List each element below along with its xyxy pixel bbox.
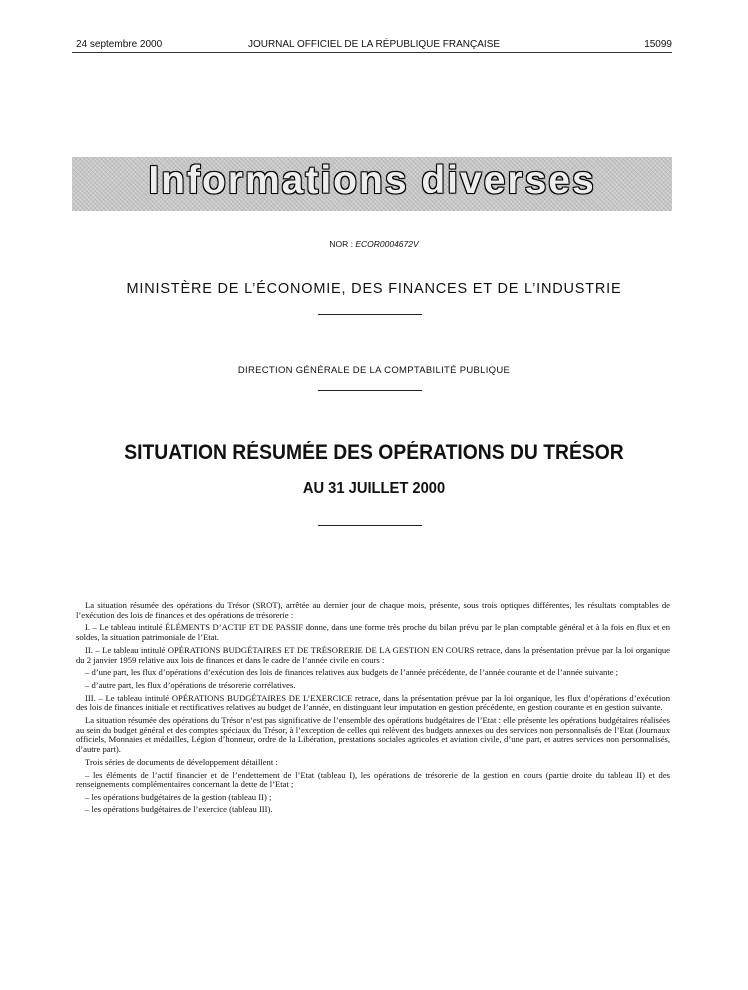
banner-title: Informations diverses	[148, 159, 596, 202]
nor-code: ECOR0004672V	[355, 239, 419, 249]
separator-rule	[318, 314, 422, 315]
body-paragraph: I. – Le tableau intitulé ÉLÉMENTS D’ACTIF ET DE PASSIF donne, dans une forme très proche du bilan prévu par le plan comptable général et à la fois en flux et en soldes, la situation patrimoniale de l’Etat.	[76, 622, 670, 643]
direction-heading: DIRECTION GÉNÉRALE DE LA COMPTABILITÉ PUBLIQUE	[237, 365, 511, 376]
ministry-heading: MINISTÈRE DE L’ÉCONOMIE, DES FINANCES ET DE L’INDUSTRIE	[126, 281, 622, 297]
body-paragraph: – les opérations budgétaires de la gestion (tableau II) ;	[85, 791, 272, 802]
header-date: 24 septembre 2000	[76, 39, 163, 50]
body-paragraph: II. – Le tableau intitulé OPÉRATIONS BUDGÉTAIRES ET DE TRÉSORERIE DE LA GESTION EN COURS retrace, dans la présentation prévue par la loi organique du 2 janvier 1959 relative aux lois de finances et dans le cadre de l’année civile en cours :	[76, 644, 670, 665]
nor-label: NOR :	[329, 239, 353, 249]
body-paragraph: La situation résumée des opérations du Trésor (SROT), arrêtée au dernier jour de chaque mois, présente, sous trois optiques différentes, les résultats comptables de l’exécution des lois de finances et des opérations de trésorerie :	[76, 600, 670, 620]
nor-reference	[0, 239, 748, 249]
body-text	[76, 601, 670, 816]
header-page-number: 15099	[644, 39, 672, 50]
body-paragraph: – les éléments de l’actif financier et de l’endettement de l’Etat (tableau I), les opérations de trésorerie de la gestion en cours (partie droite du tableau II) et des renseignements complémentaires concernant la dette de l’Etat ;	[76, 769, 670, 790]
body-paragraph: – d’une part, les flux d’opérations d’exécution des lois de finances relatives aux budgets de l’année précédente, de l’année courante et de l’année suivante ;	[85, 667, 619, 678]
header-divider	[72, 52, 672, 53]
document-title: SITUATION RÉSUMÉE DES OPÉRATIONS DU TRÉSOR	[124, 441, 624, 464]
separator-rule	[318, 525, 422, 526]
body-paragraph: Trois séries de documents de développement détaillent :	[85, 756, 278, 767]
document-subtitle: AU 31 JUILLET 2000	[302, 480, 446, 497]
body-paragraph: – les opérations budgétaires de l’exercice (tableau III).	[85, 803, 273, 814]
body-paragraph: – d’autre part, les flux d’opérations de trésorerie corrélatives.	[85, 679, 296, 690]
separator-rule	[318, 390, 422, 391]
body-paragraph: III. – Le tableau intitulé OPÉRATIONS BUDGÉTAIRES DE L’EXERCICE retrace, dans la présentation prévue par la loi organique, les flux d’opérations d’exécution des lois de finances initiale et rectificatives relatives au budget de l’année, en distinguant leur imputation en gestion précédente, en gestion courante et en gestion suivante.	[76, 692, 670, 713]
body-paragraph: La situation résumée des opérations du Trésor n’est pas significative de l’ensemble des opérations budgétaires de l’Etat : elle présente les opérations budgétaires réalisées au sein du budget général et des comptes spéciaux du Trésor, à l’exception de celles qui relèvent des budgets annexes ou des services non personnalisés de l’Etat (Journaux officiels, Monnaies et médailles, Légion d’honneur, ordre de la Libération, prestations sociales agricoles et aviation civile, d’une part, et autres services non personnalisés, d’autre part).	[76, 715, 670, 755]
header-journal-title: JOURNAL OFFICIEL DE LA RÉPUBLIQUE FRANÇAISE	[247, 39, 501, 50]
section-banner	[72, 157, 672, 211]
